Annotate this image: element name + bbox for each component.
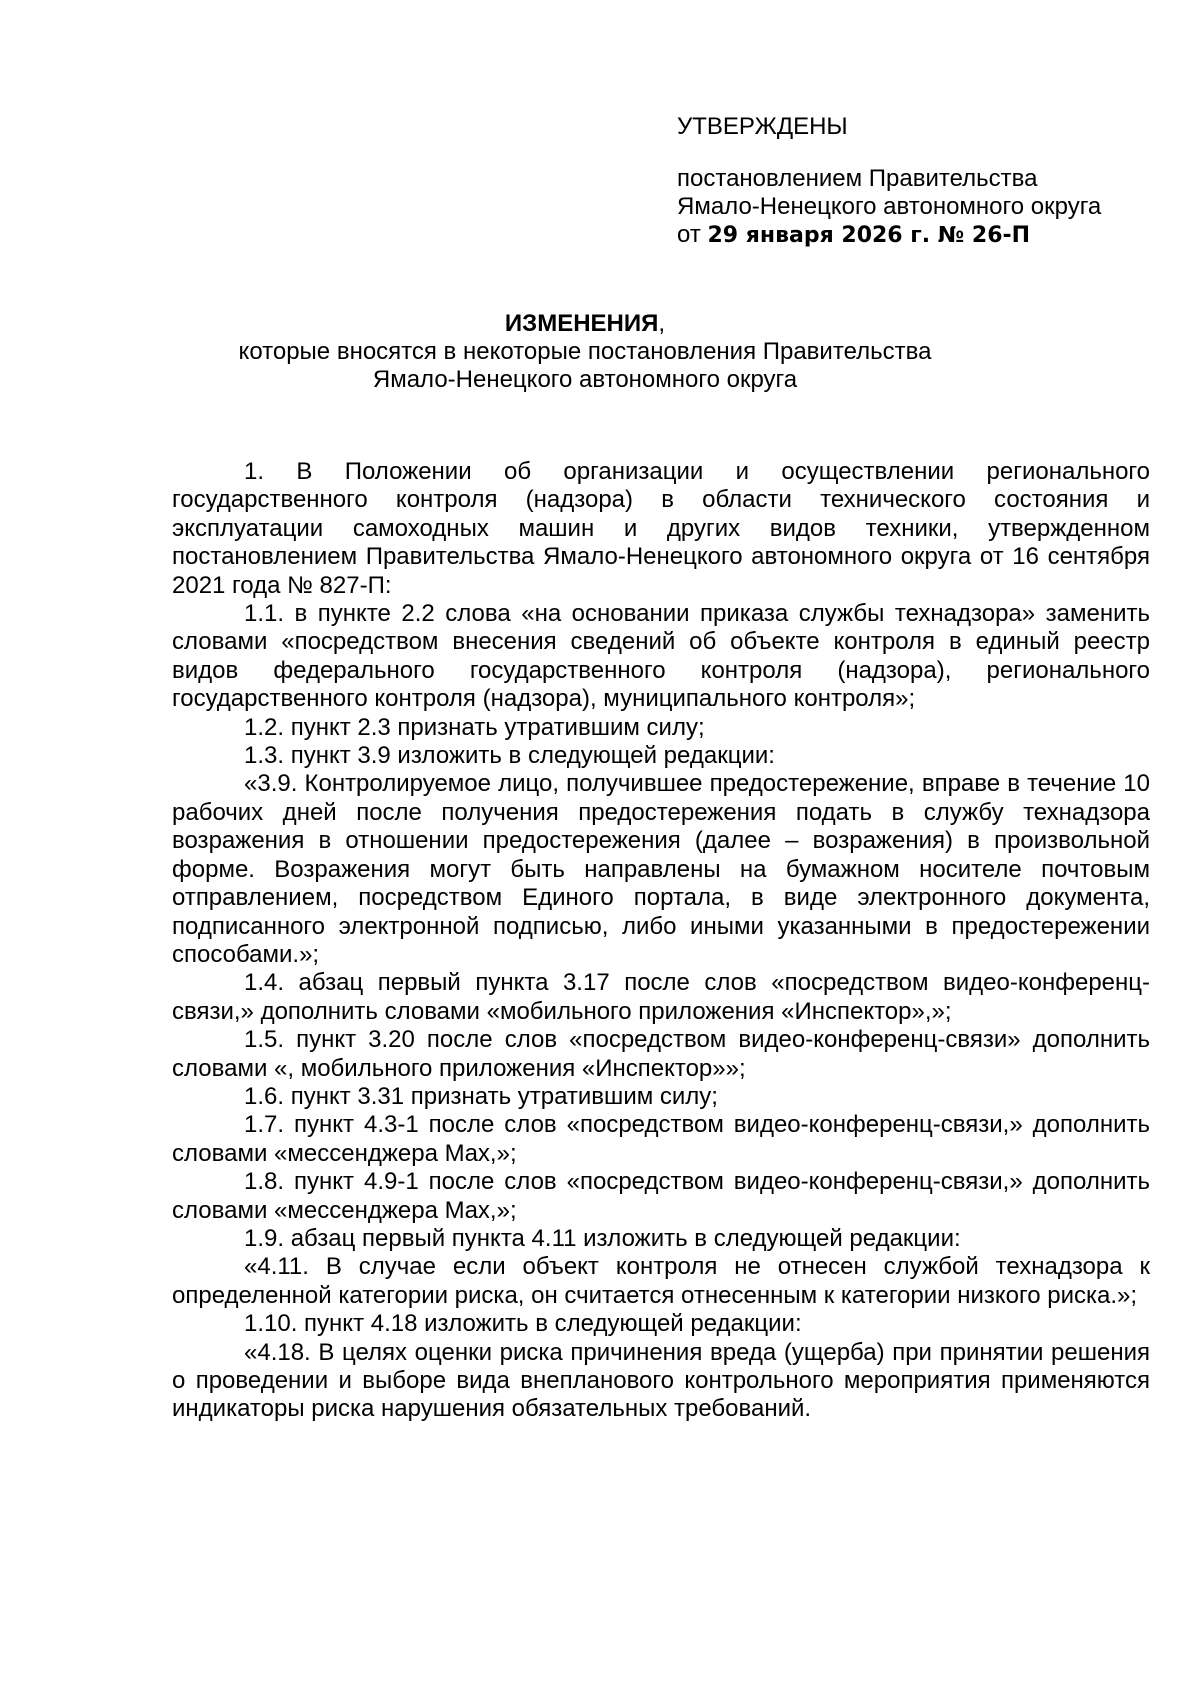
heading-title: ИЗМЕНЕНИЯ [504, 310, 659, 337]
paragraph: 1. В Положении об организации и осуществлении регионального государственного контроля (надзора) в области технического состояния и эксплуатации самоходных машин и других видов техники, утвержденном постановлением Правительства Ямало-Ненецкого автономного округа от 16 сентября 2021 года № 827-П: [172, 458, 1150, 599]
approval-date: 29 января 2026 г. № 26-П [707, 223, 1031, 248]
paragraph: 1.4. абзац первый пункта 3.17 после слов «посредством видео-конференц-связи,» дополнить словами «мобильного приложения «Инспектор»,»; [172, 969, 1150, 1025]
document-body [172, 458, 1150, 1424]
paragraph: 1.5. пункт 3.20 после слов «посредством видео-конференц-связи» дополнить словами «, мобильного приложения «Инспектор»»; [172, 1026, 1150, 1082]
approval-date-prefix: от [677, 221, 701, 248]
paragraph: 1.6. пункт 3.31 признать утратившим силу; [244, 1082, 718, 1110]
approval-line-1: постановлением Правительства [677, 165, 1038, 192]
paragraph: 1.2. пункт 2.3 признать утратившим силу; [244, 713, 705, 741]
paragraph: «3.9. Контролируемое лицо, получившее предостережение, вправе в течение 10 рабочих дней после получения предостережения подать в службу технадзора возражения в отношении предостережения (далее – возражения) в произвольной форме. Возражения могут быть направлены на бумажном носителе почтовым отправлением, посредством Единого портала, в виде электронного документа, подписанного электронной подписью, либо иными указанными в предостережении способами.»; [172, 770, 1150, 968]
paragraph: 1.3. пункт 3.9 изложить в следующей редакции: [244, 742, 775, 770]
heading-title-suffix: , [658, 310, 666, 337]
heading-line-2: Ямало-Ненецкого автономного округа [372, 366, 798, 393]
paragraph: «4.11. В случае если объект контроля не отнесен службой технадзора к определенной категории риска, он считается отнесенным к категории низкого риска.»; [172, 1253, 1150, 1309]
paragraph: 1.9. абзац первый пункта 4.11 изложить в следующей редакции: [244, 1224, 961, 1252]
paragraph: 1.7. пункт 4.3-1 после слов «посредством видео-конференц-связи,» дополнить словами «мессенджера Max,»; [172, 1111, 1150, 1167]
paragraph: «4.18. В целях оценки риска причинения вреда (ущерба) при принятии решения о проведении и выборе вида внепланового контрольного мероприятия применяются индикаторы риска нарушения обязательных требований. [172, 1338, 1150, 1423]
paragraph: 1.1. в пункте 2.2 слова «на основании приказа службы технадзора» заменить словами «посредством внесения сведений об объекте контроля в единый реестр видов федерального государственного контроля (надзора), регионального государственного контроля (надзора), муниципального контроля»; [172, 600, 1150, 713]
approval-title: УТВЕРЖДЕНЫ [677, 113, 848, 140]
approval-line-2: Ямало-Ненецкого автономного округа [677, 193, 1102, 220]
document-heading [170, 310, 1000, 394]
paragraph: 1.10. пункт 4.18 изложить в следующей редакции: [244, 1310, 802, 1338]
approval-stamp [677, 113, 1147, 250]
approval-date-line [677, 221, 1147, 250]
heading-line-1: которые вносятся в некоторые постановления Правительства [238, 338, 932, 365]
paragraph: 1.8. пункт 4.9-1 после слов «посредством видео-конференц-связи,» дополнить словами «мессенджера Max,»; [172, 1168, 1150, 1224]
